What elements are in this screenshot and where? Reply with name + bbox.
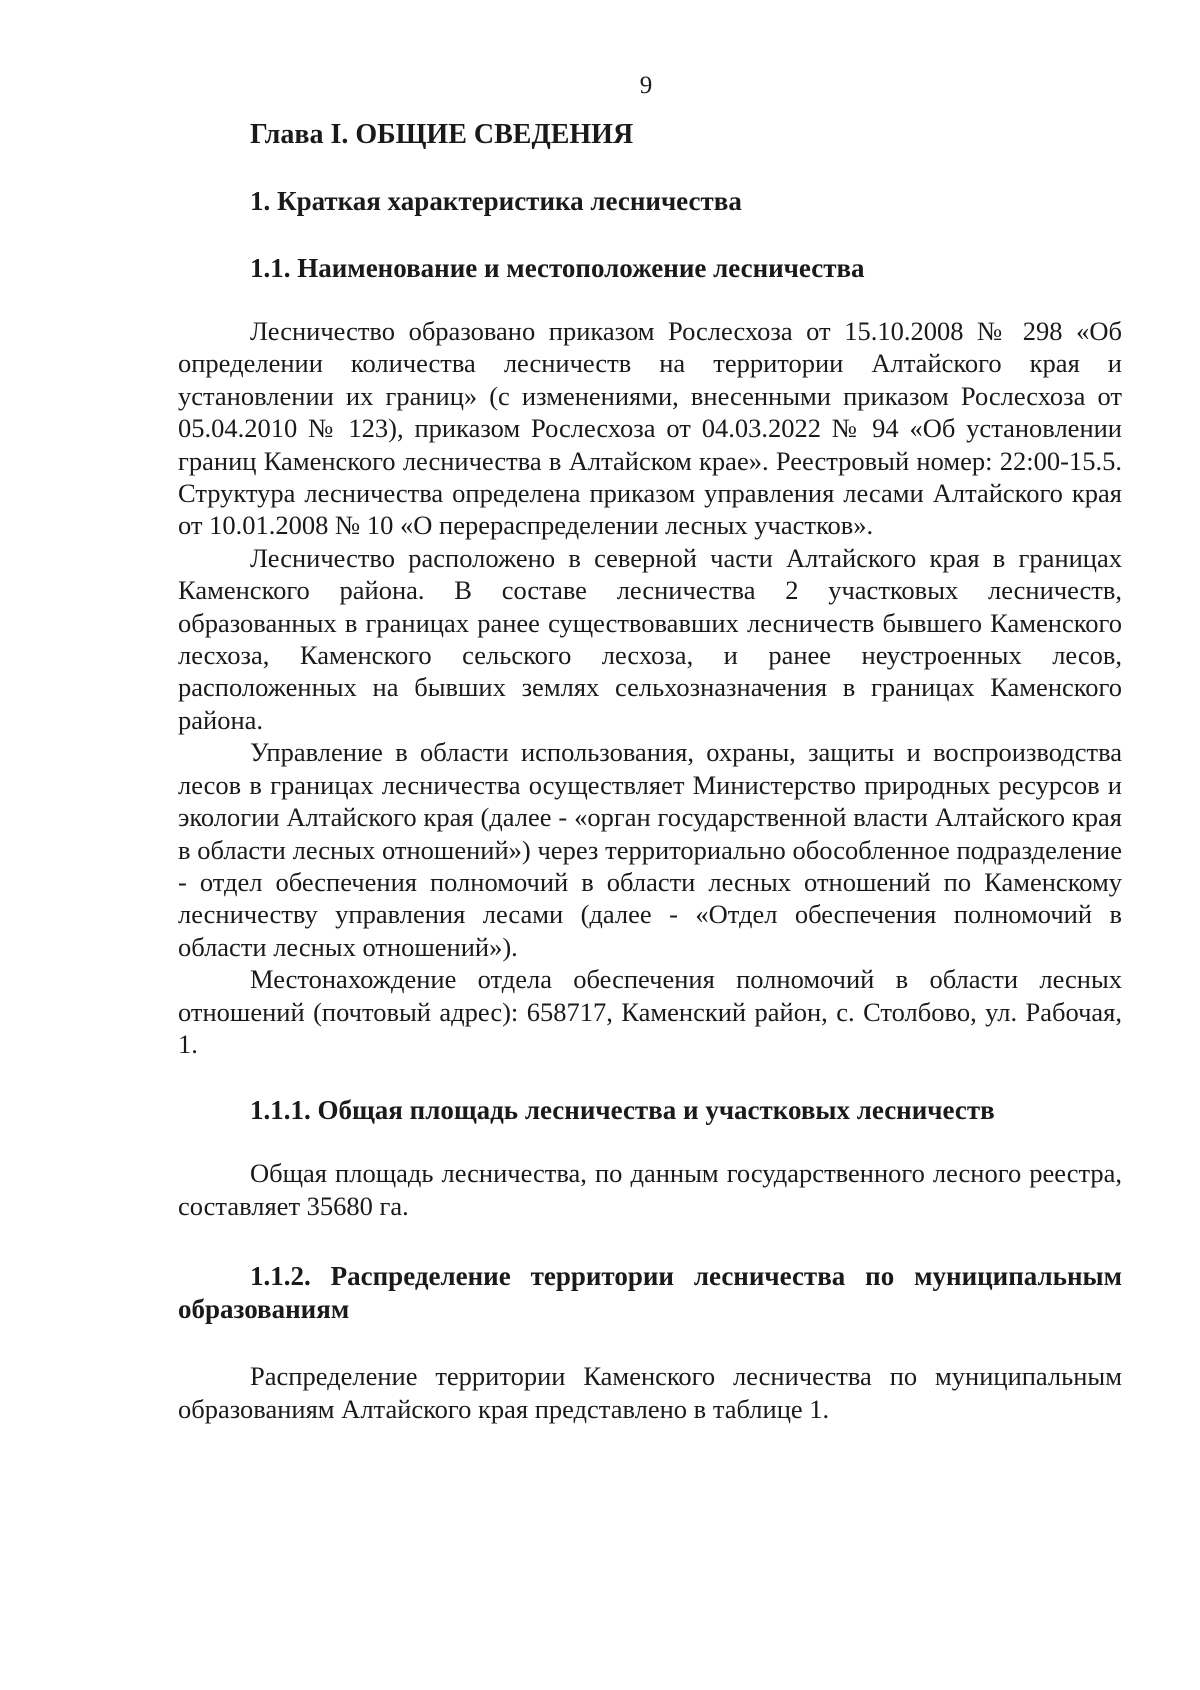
paragraph-location: Лесничество расположено в северной части Алтайского края в границах Каменского района. В составе лесничества 2 участковых лесничеств, образованных в границах ранее существовавших лесничеств бывшего Каменского лесхоза, Каменского сельского лесхоза, и ранее неустроенных лесов, расположенных на бывших землях сельхозназначения в границах Каменского района. [178,542,1122,735]
page-content [178,110,1122,1425]
paragraph-address: Местонахождение отдела обеспечения полномочий в области лесных отношений (почтовый адрес): 658717, Каменский район, с. Столбово, ул. Рабочая, 1. [178,964,1122,1059]
chapter-title: Глава I. ОБЩИЕ СВЕДЕНИЯ [250,119,634,150]
section-1-1-1-title: 1.1.1. Общая площадь лесничества и участковых лесничеств [250,1095,995,1126]
section-1-1-2-title: 1.1.2. Распределение территории лесничества по муниципальным образованиям [178,1261,1122,1325]
paragraph-total-area: Общая площадь лесничества, по данным государственного лесного реестра, составляет 35680 га. [178,1158,1122,1221]
paragraph-management: Управление в области использования, охраны, защиты и воспроизводства лесов в границах лесничества осуществляет Министерство природных ресурсов и экологии Алтайского края (далее - «орган государственной власти Алтайского края в области лесных отношений») через территориально обособленное подразделение - отдел обеспечения полномочий в области лесных отношений по Каменскому лесничеству управления лесами (далее - «Отдел обеспечения полномочий в области лесных отношений»). [178,737,1122,962]
paragraph-establishment: Лесничество образовано приказом Рослесхоза от 15.10.2008 № 298 «Об определении количества лесничеств на территории Алтайского края и установлении их границ» (с изменениями, внесенными приказом Рослесхоза от 05.04.2010 № 123), приказом Рослесхоза от 04.03.2022 № 94 «Об установлении границ Каменского лесничества в Алтайском крае». Реестровый номер: 22:00-15.5. Структура лесничества определена приказом управления лесами Алтайского края от 10.01.2008 № 10 «О перераспределении лесных участков». [178,316,1122,541]
section-1-title: 1. Краткая характеристика лесничества [250,186,742,216]
section-1-1-title: 1.1. Наименование и местоположение лесничества [250,253,865,283]
paragraph-distribution: Распределение территории Каменского лесничества по муниципальным образованиям Алтайского края представлено в таблице 1. [178,1361,1122,1424]
page-number: 9 [639,72,653,99]
